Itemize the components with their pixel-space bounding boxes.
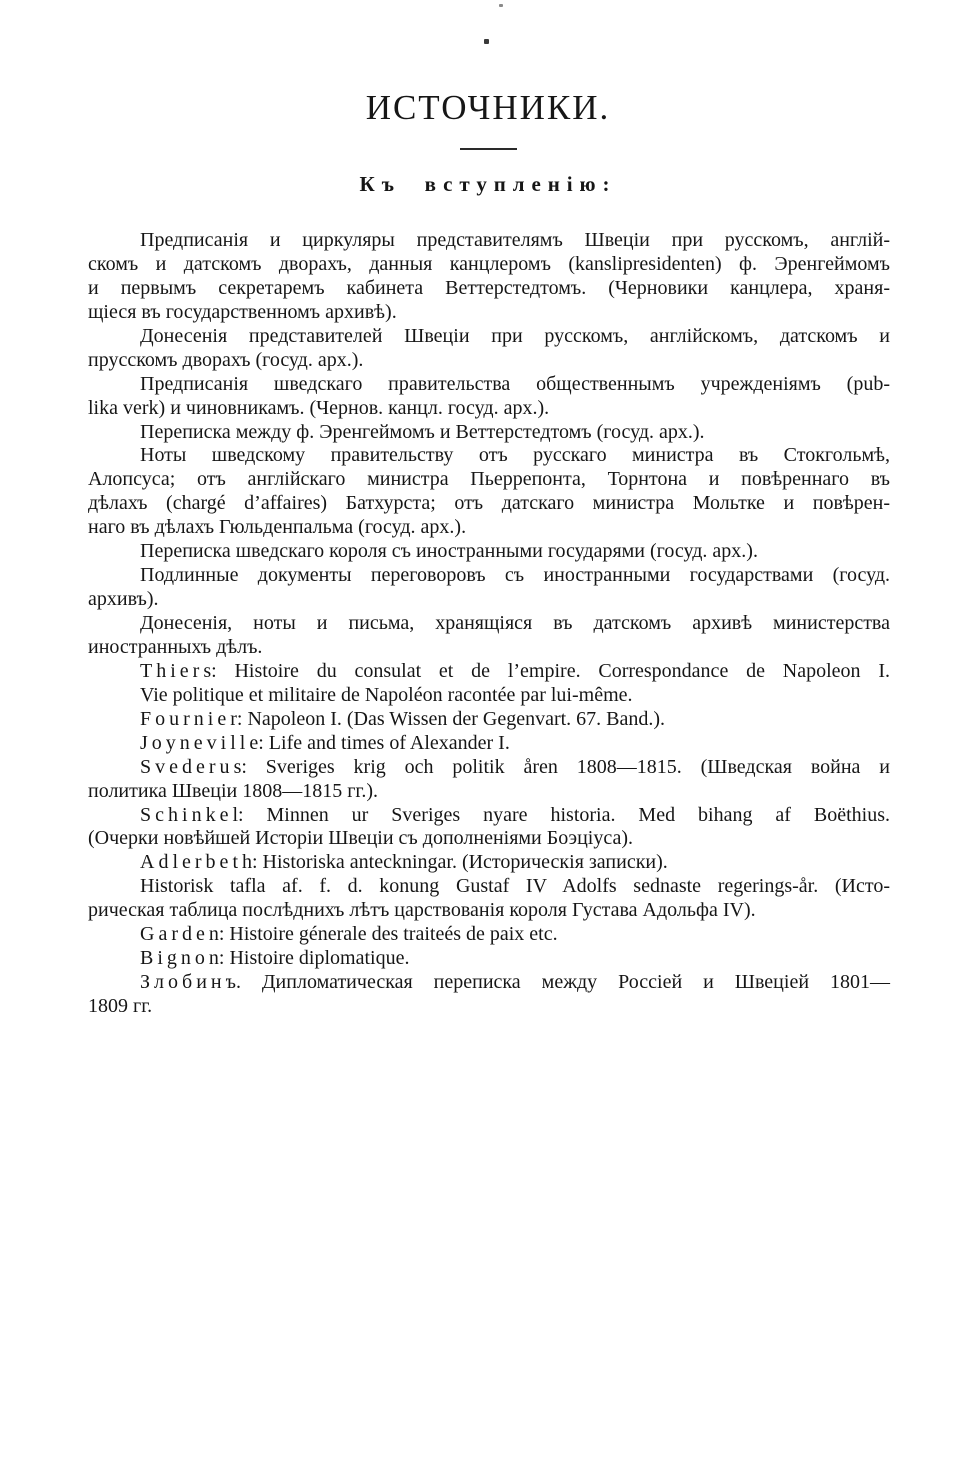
- text-line: архивъ).: [88, 588, 159, 611]
- text-line: S c h i n k e l: Minnen ur Sveriges nyare historia. Med bihang af Boëthius.: [140, 803, 890, 826]
- text-line: S v e d e r u s: Sveriges krig och politik åren 1808—1815. (Шведская война и: [140, 755, 890, 778]
- text-line: A d l e r b e t h: Historiska anteckningar. (Историческія записки).: [140, 851, 668, 874]
- text-line: и первымъ секретаремъ кабинета Веттерстедтомъ. (Черновики канцлера, храня-: [88, 276, 890, 299]
- text-line: политика Швеціи 1808—1815 гг.).: [88, 779, 379, 802]
- text-line: прусскомъ дворахъ (госуд. арх.).: [88, 348, 364, 371]
- source-paragraph: [88, 444, 890, 540]
- text-line: F o u r n i e r: Napoleon I. (Das Wissen der Gegenvart. 67. Band.).: [140, 707, 666, 730]
- text-line: Подлинные документы переговоровъ съ иностранными государствами (госуд.: [140, 564, 890, 587]
- section-heading: Къ вступленію:: [359, 172, 617, 196]
- source-paragraph: [88, 971, 890, 1019]
- text-line: (Очерки новѣйшей Исторіи Швеціи съ дополненіями Боэціуса).: [88, 827, 633, 850]
- source-paragraph: [88, 923, 890, 947]
- text-line: lika verk) и чиновникамъ. (Чернов. канцл. госуд. арх.).: [88, 396, 550, 419]
- text-line: Предписанія и циркуляры представителямъ Швеціи при русскомъ, англій-: [140, 229, 890, 251]
- text-line: наго въ дѣлахъ Гюльденпальма (госуд. арх.).: [88, 516, 467, 539]
- text-line: рическая таблица послѣднихъ лѣтъ царствованія короля Густава Адольфа IV).: [88, 899, 756, 922]
- source-paragraph: [88, 684, 890, 708]
- source-paragraph: [88, 947, 890, 971]
- text-line: З л о б и н ъ. Дипломатическая переписка между Россіей и Швеціей 1801—: [140, 971, 890, 994]
- text-line: Донесенія представителей Швеціи при русскомъ, англійскомъ, датскомъ и: [140, 324, 890, 347]
- source-paragraph: [88, 325, 890, 373]
- text-line: Предписанія шведскаго правительства общественнымъ учрежденіямъ (pub-: [140, 372, 890, 395]
- page-title: ИСТОЧНИКИ.: [365, 88, 611, 127]
- text-line: иностранныхъ дѣлъ.: [88, 635, 263, 658]
- source-paragraph: [88, 229, 890, 325]
- text-block: [88, 229, 890, 1019]
- source-paragraph: [88, 804, 890, 852]
- text-line: Vie politique et militaire de Napoléon racontée par lui-même.: [140, 683, 633, 706]
- text-line: G a r d e n: Histoire génerale des traiteés de paix etc.: [140, 923, 558, 946]
- text-line: Переписка между ф. Эренгеймомъ и Веттерстедтомъ (госуд. арх.).: [140, 420, 705, 443]
- title-divider: [460, 148, 517, 150]
- scan-speck: [499, 4, 503, 7]
- text-line: Алопсуса; отъ англійскаго министра Пьеррепонта, Торнтона и повѣреннаго въ: [88, 468, 890, 491]
- scan-speck: [484, 39, 489, 44]
- text-line: 1809 гг.: [88, 995, 153, 1017]
- text-line: Historisk tafla af. f. d. konung Gustaf IV Adolfs sednaste regerings-år. (Исто-: [140, 875, 890, 898]
- source-paragraph: [88, 540, 890, 564]
- source-paragraph: [88, 708, 890, 732]
- source-paragraph: [88, 660, 890, 684]
- source-paragraph: [88, 756, 890, 804]
- text-line: скомъ и датскомъ дворахъ, данныя канцлеромъ (kanslipresidenten) ф. Эренгеймомъ: [88, 252, 890, 275]
- source-paragraph: [88, 851, 890, 875]
- text-line: дѣлахъ (chargé d’affaires) Батхурста; отъ датскаго министра Мольтке и повѣрен-: [88, 492, 890, 515]
- text-line: щіеся въ государственномъ архивѣ).: [88, 300, 397, 323]
- source-paragraph: [88, 875, 890, 923]
- source-paragraph: [88, 421, 890, 445]
- text-line: Ноты шведскому правительству отъ русскаго министра въ Стокгольмѣ,: [140, 444, 890, 467]
- text-line: T h i e r s: Histoire du consulat et de l’empire. Correspondance de Napoleon I.: [140, 659, 890, 682]
- text-line: Донесенія, ноты и письма, хранящіяся въ датскомъ архивѣ министерства: [140, 612, 890, 634]
- source-paragraph: [88, 732, 890, 756]
- text-line: B i g n o n: Histoire diplomatique.: [140, 947, 410, 970]
- source-paragraph: [88, 564, 890, 612]
- text-line: Переписка шведскаго короля съ иностранными государями (госуд. арх.).: [140, 540, 758, 563]
- source-paragraph: [88, 373, 890, 421]
- text-line: J o y n e v i l l e: Life and times of Alexander I.: [140, 731, 510, 754]
- source-paragraph: [88, 612, 890, 660]
